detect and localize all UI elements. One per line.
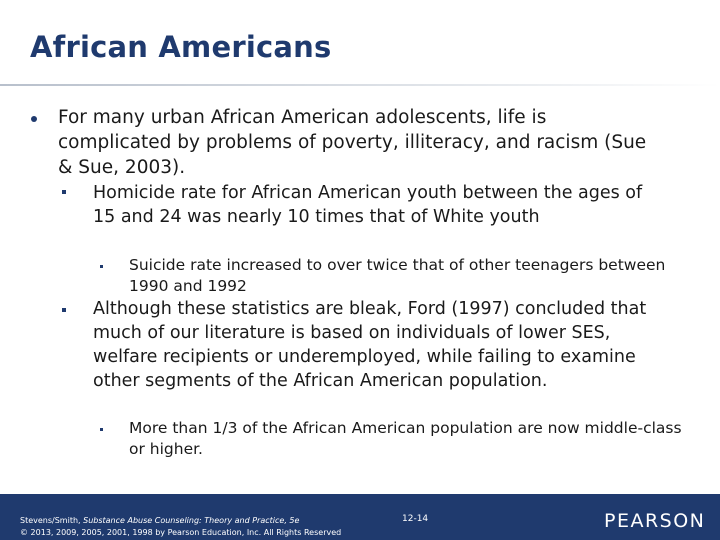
page-number: 12-14 (402, 514, 429, 524)
bullet-l3-middle-class: More than 1/3 of the African American population are now middle-class or higher. (129, 419, 682, 458)
bullet-square-icon (100, 265, 103, 268)
footer-copyright: © 2013, 2009, 2005, 2001, 1998 by Pearson Education, Inc. All Rights Reserved (20, 528, 342, 537)
bullet-l3-suicide: Suicide rate increased to over twice that of other teenagers between 1990 and 1992 (129, 256, 666, 295)
pearson-logo: PEARSON (604, 510, 706, 532)
bullet-square-icon (100, 428, 103, 431)
bullet-l1: For many urban African American adolescents, life is complicated by problems of poverty, illiteracy, and racism (Sue & Sue, 2003). (58, 107, 647, 178)
bullet-l2-homicide: Homicide rate for African American youth between the ages of 15 and 24 was nearly 10 times that of White youth (93, 183, 643, 227)
bullet-l2-ford: Although these statistics are bleak, Ford (1997) concluded that much of our literature is based on individuals of lower SES, welfare recipients or underemployed, while failing to examine other segments of the African American population. (93, 299, 647, 391)
bullet-square-icon (62, 308, 66, 312)
citation-book-title: Substance Abuse Counseling: Theory and Practice, 5e (83, 516, 300, 525)
title-divider (0, 84, 720, 86)
bullet-dot-icon (31, 116, 37, 122)
bullet-square-icon (62, 190, 66, 194)
citation-authors: Stevens/Smith, (20, 516, 81, 525)
footer-citation (20, 516, 299, 525)
slide-title: African Americans (30, 30, 332, 64)
